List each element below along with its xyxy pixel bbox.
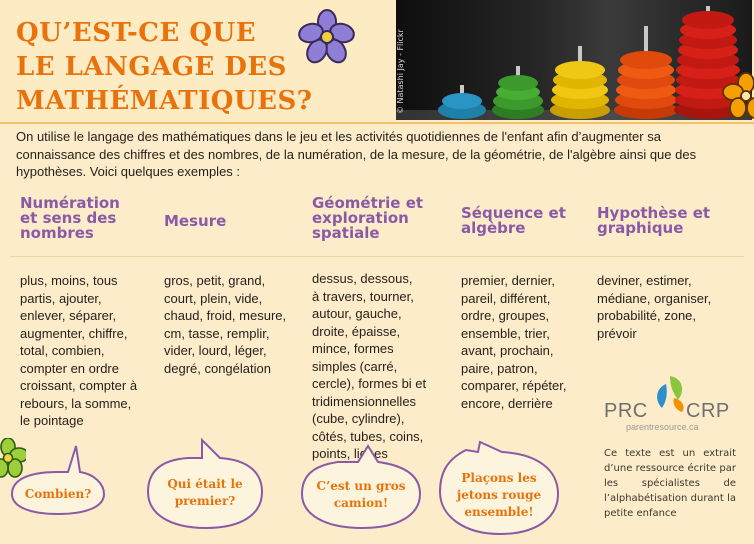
photo-credit <box>396 6 408 114</box>
heading-line: spatiale <box>312 224 380 242</box>
word-line: à travers, tourner, <box>312 288 414 304</box>
logo-website: parentresource.ca <box>626 422 699 432</box>
photo-credit-text: © Natashi Jay - Flickr <box>396 29 405 114</box>
words-mesure <box>164 272 286 377</box>
word-line: vider, lourd, léger, <box>164 343 267 358</box>
abacus-photo <box>396 0 752 120</box>
word-line: cercle), formes bi et <box>312 376 427 391</box>
heading-line: Numération <box>20 194 120 212</box>
heading-geometrie <box>312 196 423 241</box>
prc-crp-logo <box>604 374 734 434</box>
orange-flower-icon <box>722 72 754 120</box>
logo-prc: PRC <box>604 400 648 422</box>
stacking-rings-image <box>396 0 752 120</box>
speech-bubble-qui-etait <box>146 438 264 530</box>
word-line: gros, petit, grand, <box>164 273 266 288</box>
bubble-line: camion! <box>333 496 389 510</box>
word-line: augmenter, chiffre, <box>20 325 128 341</box>
words-geometrie <box>312 270 426 463</box>
word-line: croissant, compter à <box>20 378 138 393</box>
title-line-1: QU’EST-CE QUE <box>16 18 257 48</box>
words-numeration <box>20 272 137 430</box>
word-line: plus, moins, tous <box>20 273 118 288</box>
word-line: probabilité, zone, <box>597 308 697 323</box>
heading-line: graphique <box>597 219 684 237</box>
bubble-line: premier? <box>174 494 236 508</box>
word-line: pareil, différent, <box>461 290 551 306</box>
word-line: le pointage <box>20 413 84 428</box>
word-line: court, plein, vide, <box>164 290 263 306</box>
bubble-line: C’est un gros <box>316 479 406 493</box>
word-line: deviner, estimer, <box>597 273 692 288</box>
word-line: ensemble, trier, <box>461 325 550 341</box>
heading-line: exploration <box>312 209 409 227</box>
speech-bubble-jetons <box>438 440 560 536</box>
bubble-text <box>10 486 106 503</box>
bubble-text <box>438 470 560 521</box>
heading-line: Hypothèse et <box>597 204 711 222</box>
word-line: paire, patron, <box>461 360 538 376</box>
word-line: encore, derrière <box>461 395 553 411</box>
heading-line: Géométrie et <box>312 194 424 212</box>
speech-bubble-combien <box>10 444 106 516</box>
word-line: ordre, groupes, <box>461 308 550 323</box>
title-line-3: MATHÉMATIQUES? <box>16 86 313 116</box>
word-line: chaud, froid, mesure, <box>164 308 287 323</box>
bubble-line: Plaçons les <box>461 471 537 485</box>
heading-line: Séquence et <box>461 204 566 222</box>
speech-bubble-shape <box>10 444 106 516</box>
word-line: total, combien, <box>20 343 105 358</box>
purple-flower-icon <box>296 8 358 66</box>
bubble-line: jetons rouge <box>456 488 542 502</box>
bubble-text <box>146 476 264 510</box>
bubble-text <box>300 478 422 512</box>
heading-divider <box>10 256 744 257</box>
word-line: cm, tasse, remplir, <box>164 325 270 341</box>
heading-mesure <box>164 214 226 229</box>
word-line: dessus, dessous, <box>312 271 413 286</box>
source-note: Ce texte est un extrait d’une ressource écrite par les spécialistes de l’alphabétisation durant la petite enfance <box>604 448 736 519</box>
heading-hypothese <box>597 206 710 236</box>
bubble-line: Qui était le <box>167 477 243 491</box>
word-line: enlever, séparer, <box>20 308 117 323</box>
intro-paragraph: On utilise le langage des mathématiques dans le jeu et les activités quotidiennes de l'enfant afin d’augmenter sa connaissance des chiffres et des nombres, de la numération, de la mesure, de la géométrie, de l'algèbre ainsi que des hypothèses. Voici quelques exemples : <box>16 129 697 179</box>
bubble-line: Combien? <box>24 487 92 501</box>
word-line: médiane, organiser, <box>597 290 712 306</box>
word-line: côtés, tubes, coins, <box>312 428 424 444</box>
heading-line: Mesure <box>164 212 227 230</box>
word-line: autour, gauche, <box>312 306 402 321</box>
page-title <box>16 16 316 118</box>
heading-numeration <box>20 196 120 241</box>
heading-line: et sens des <box>20 209 117 227</box>
word-line: avant, prochain, <box>461 343 554 358</box>
word-line: premier, dernier, <box>461 273 555 288</box>
word-line: comparer, répéter, <box>461 378 567 393</box>
speech-bubble-gros-camion <box>300 444 422 530</box>
word-line: partis, ajouter, <box>20 290 102 306</box>
word-line: (cube, cylindre), <box>312 411 405 426</box>
word-line: points, lignes <box>312 446 388 461</box>
word-line: prévoir <box>597 325 637 341</box>
prc-leaf-logo-icon <box>652 374 688 414</box>
words-hypothese <box>597 272 711 342</box>
heading-line: algèbre <box>461 219 526 237</box>
word-line: droite, épaisse, <box>312 323 401 339</box>
word-line: rebours, la somme, <box>20 395 132 411</box>
words-sequence <box>461 272 567 412</box>
heading-line: nombres <box>20 224 94 242</box>
word-line: tridimensionnelles <box>312 393 417 409</box>
heading-sequence <box>461 206 566 236</box>
word-line: degré, congélation <box>164 360 271 376</box>
word-line: mince, formes <box>312 341 394 356</box>
logo-crp: CRP <box>686 400 730 422</box>
word-line: compter en ordre <box>20 360 119 376</box>
word-line: simples (carré, <box>312 358 398 374</box>
bubble-line: ensemble! <box>464 505 534 519</box>
title-line-2: LE LANGAGE DES <box>16 52 287 82</box>
